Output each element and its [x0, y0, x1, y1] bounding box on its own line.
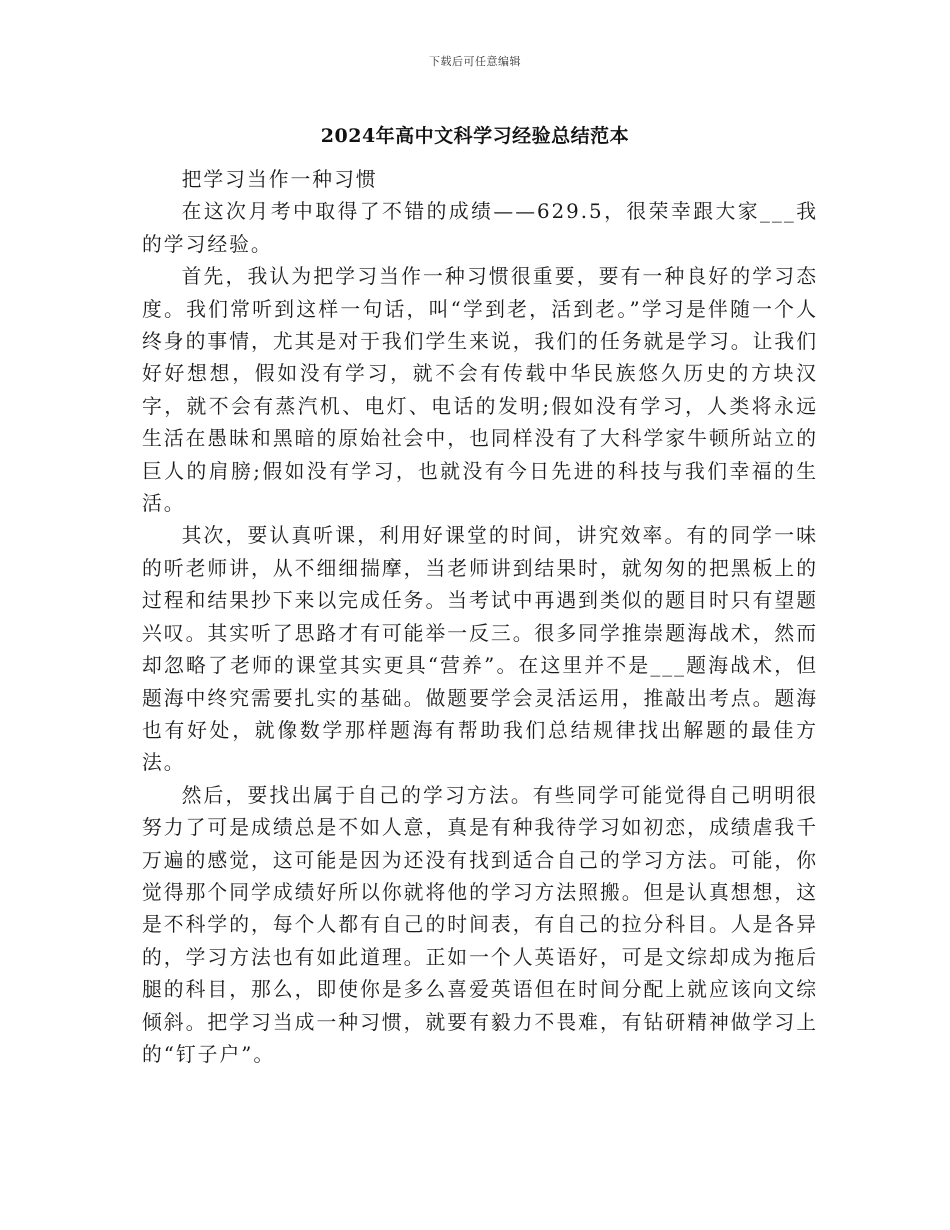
document-body — [142, 164, 818, 1071]
page-header-note: 下载后可任意编辑 — [429, 55, 521, 68]
section-heading: 把学习当作一种习惯 — [181, 168, 378, 191]
paragraph-second: 其次，要认真听课，利用好课堂的时间，讲究效率。有的同学一味的听老师讲，从不细细揣摩，当老师讲到结果时，就匆匆的把黑板上的过程和结果抄下来以完成任务。当考试中再遇到类似的题目时只有望题兴叹。其实听了思路才有可能举一反三。很多同学推崇题海战术，然而却忽略了老师的课堂其实更具“营养”。在这里并不是___题海战术，但题海中终究需要扎实的基础。做题要学会灵活运用，推敲出考点。题海也有好处，就像数学那样题海有帮助我们总结规律找出解题的最佳方法。 — [142, 524, 818, 775]
paragraph-intro: 在这次月考中取得了不错的成绩——629.5，很荣幸跟大家___我的学习经验。 — [142, 200, 818, 256]
paragraph-third: 然后，要找出属于自己的学习方法。有些同学可能觉得自己明明很努力了可是成绩总是不如人意，真是有种我待学习如初恋，成绩虐我千万遍的感觉，这可能是因为还没有找到适合自己的学习方法。可能，你觉得那个同学成绩好所以你就将他的学习方法照搬。但是认真想想，这是不科学的，每个人都有自己的时间表，有自己的拉分科目。人是各异的，学习方法也有如此道理。正如一个人英语好，可是文综却成为拖后腿的科目，那么，即使你是多么喜爱英语但在时间分配上就应该向文综倾斜。把学习当成一种习惯，就要有毅力不畏难，有钻研精神做学习上的“钉子户”。 — [142, 783, 818, 1066]
paragraph-first: 首先，我认为把学习当作一种习惯很重要，要有一种良好的学习态度。我们常听到这样一句话，叫“学到老，活到老。”学习是伴随一个人终身的事情，尤其是对于我们学生来说，我们的任务就是学习。让我们好好想想，假如没有学习，就不会有传载中华民族悠久历史的方块汉字，就不会有蒸汽机、电灯、电话的发明;假如没有学习，人类将永远生活在愚昧和黑暗的原始社会中，也同样没有了大科学家牛顿所站立的巨人的肩膀;假如没有学习，也就没有今日先进的科技与我们幸福的生活。 — [142, 265, 818, 516]
document-title: 2024年高中文科学习经验总结范本 — [320, 125, 630, 147]
